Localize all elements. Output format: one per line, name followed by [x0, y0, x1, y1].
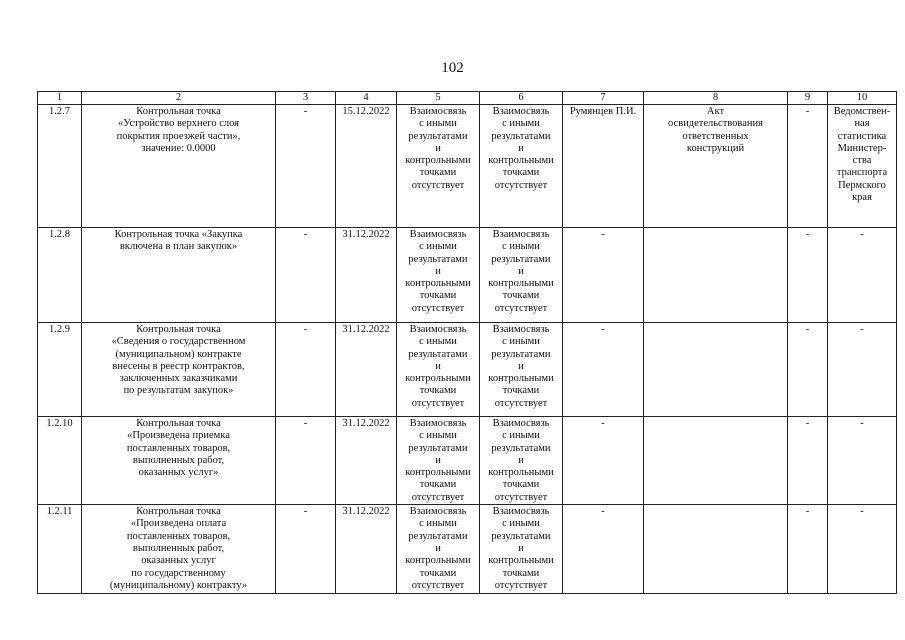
table-row: [38, 228, 897, 323]
cell-col-3: -: [276, 323, 336, 417]
responsible-person: -: [563, 323, 644, 417]
row-number: 1.2.11: [38, 505, 82, 594]
table-row: [38, 105, 897, 228]
control-points-table: [37, 91, 897, 594]
column-header: 7: [563, 92, 644, 105]
information-source: Ведомствен- ная статистика Министер- ства транспорта Пермского края: [828, 105, 897, 228]
cell-col-3: -: [276, 228, 336, 323]
row-number: 1.2.7: [38, 105, 82, 228]
column-header: 8: [644, 92, 788, 105]
row-number: 1.2.8: [38, 228, 82, 323]
column-header: 1: [38, 92, 82, 105]
document-type: [644, 417, 788, 505]
cell-col-5: Взаимосвязь с иными результатами и контрольными точками отсутствует: [397, 323, 480, 417]
row-number: 1.2.10: [38, 417, 82, 505]
document-type: [644, 323, 788, 417]
column-header: 3: [276, 92, 336, 105]
cell-col-3: -: [276, 417, 336, 505]
cell-col-5: Взаимосвязь с иными результатами и контрольными точками отсутствует: [397, 105, 480, 228]
column-header: 9: [788, 92, 828, 105]
responsible-person: -: [563, 228, 644, 323]
cell-col-6: Взаимосвязь с иными результатами и контрольными точками отсутствует: [480, 417, 563, 505]
row-number: 1.2.9: [38, 323, 82, 417]
cell-col-6: Взаимосвязь с иными результатами и контрольными точками отсутствует: [480, 228, 563, 323]
column-header: 5: [397, 92, 480, 105]
information-source: -: [828, 505, 897, 594]
cell-col-5: Взаимосвязь с иными результатами и контрольными точками отсутствует: [397, 228, 480, 323]
page-number: 102: [441, 60, 464, 76]
header-row: [38, 92, 897, 105]
table-row: [38, 323, 897, 417]
information-source: -: [828, 323, 897, 417]
cell-col-9: -: [788, 505, 828, 594]
cell-col-9: -: [788, 417, 828, 505]
deadline-date: 31.12.2022: [336, 323, 397, 417]
cell-col-3: -: [276, 505, 336, 594]
deadline-date: 31.12.2022: [336, 417, 397, 505]
table-row: [38, 505, 897, 594]
cell-col-6: Взаимосвязь с иными результатами и контрольными точками отсутствует: [480, 105, 563, 228]
responsible-person: -: [563, 505, 644, 594]
deadline-date: 31.12.2022: [336, 505, 397, 594]
cell-col-9: -: [788, 228, 828, 323]
control-point-title: Контрольная точка «Произведена оплата поставленных товаров, выполненных работ, оказанных услуг по государственному (муниципальному) контракту»: [82, 505, 276, 594]
responsible-person: -: [563, 417, 644, 505]
column-header: 4: [336, 92, 397, 105]
cell-col-6: Взаимосвязь с иными результатами и контрольными точками отсутствует: [480, 505, 563, 594]
control-point-title: Контрольная точка «Устройство верхнего слоя покрытия проезжей части», значение: 0.0000: [82, 105, 276, 228]
cell-col-6: Взаимосвязь с иными результатами и контрольными точками отсутствует: [480, 323, 563, 417]
cell-col-9: -: [788, 323, 828, 417]
cell-col-5: Взаимосвязь с иными результатами и контрольными точками отсутствует: [397, 505, 480, 594]
information-source: -: [828, 417, 897, 505]
control-point-title: Контрольная точка «Закупка включена в план закупок»: [82, 228, 276, 323]
cell-col-5: Взаимосвязь с иными результатами и контрольными точками отсутствует: [397, 417, 480, 505]
cell-col-3: -: [276, 105, 336, 228]
document-type: [644, 228, 788, 323]
control-point-title: Контрольная точка «Сведения о государственном (муниципальном) контракте внесены в реестр контрактов, заключенных заказчиками по результатам закупок»: [82, 323, 276, 417]
responsible-person: Румянцев П.И.: [563, 105, 644, 228]
document-type: Акт освидетельствования ответственных конструкций: [644, 105, 788, 228]
deadline-date: 31.12.2022: [336, 228, 397, 323]
cell-col-9: -: [788, 105, 828, 228]
control-point-title: Контрольная точка «Произведена приемка поставленных товаров, выполненных работ, оказанных услуг»: [82, 417, 276, 505]
deadline-date: 15.12.2022: [336, 105, 397, 228]
column-header: 6: [480, 92, 563, 105]
column-header: 2: [82, 92, 276, 105]
column-header: 10: [828, 92, 897, 105]
document-type: [644, 505, 788, 594]
table-row: [38, 417, 897, 505]
information-source: -: [828, 228, 897, 323]
